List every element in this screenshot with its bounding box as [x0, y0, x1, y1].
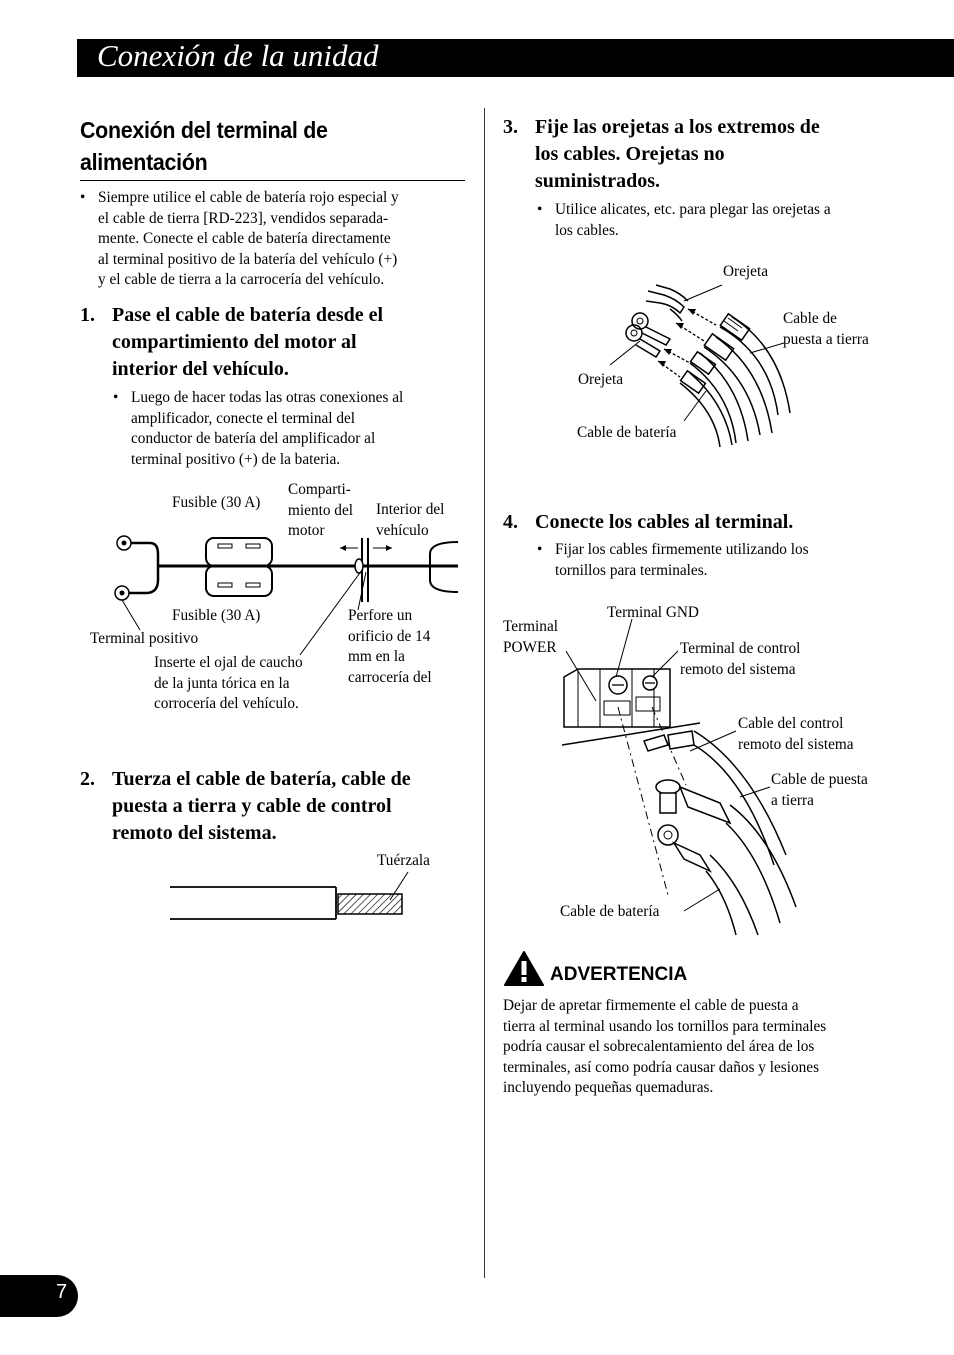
label-line: mm en la	[348, 648, 405, 666]
intro-line: al terminal positivo de la batería del vehículo (+)	[98, 250, 398, 268]
label-line: remoto del sistema	[680, 660, 796, 678]
section-heading	[80, 114, 443, 178]
intro-bullet	[80, 188, 470, 298]
label-line: Terminal de control	[680, 640, 801, 657]
grommet-label	[154, 653, 303, 715]
step-3	[503, 114, 903, 198]
step-4	[503, 509, 903, 539]
warning-body	[503, 996, 898, 1099]
twist-label: Tuérzala	[377, 852, 430, 869]
step-line: los cables. Orejetas no	[535, 143, 725, 165]
label-line: vehículo	[376, 521, 429, 539]
label-line: Cable del control	[738, 715, 844, 732]
fuse-bottom-label: Fusible (30 A)	[172, 607, 261, 624]
bullet-dot: •	[80, 189, 86, 206]
warning-line: Dejar de apretar firmemente el cable de puesta a	[503, 997, 799, 1014]
warning-line: terminales, así como podría causar daños y lesiones	[503, 1058, 820, 1076]
step-line: suministrados.	[535, 170, 661, 192]
fuse-top-label: Fusible (30 A)	[172, 494, 261, 511]
bullet-line: tornillos para terminales.	[555, 561, 708, 579]
terminal-remote-label	[680, 639, 800, 680]
terminal-block-diagram	[560, 655, 800, 935]
label-line: Interior del	[376, 501, 445, 518]
label-line: orificio de 14	[348, 627, 431, 645]
label-line: carrocería del	[348, 668, 432, 686]
step-line: puesta a tierra y cable de control	[112, 795, 392, 817]
warning-line: incluyendo pequeñas quemaduras.	[503, 1079, 714, 1097]
label-line: a tierra	[771, 791, 814, 809]
warning-triangle-icon	[503, 950, 545, 987]
ground-cable-label	[783, 309, 869, 350]
bullet-dot: •	[537, 541, 543, 558]
step-number: 3.	[503, 116, 518, 138]
step-number: 4.	[503, 511, 518, 533]
label-line: miento del	[288, 501, 353, 519]
column-divider	[484, 108, 485, 1278]
bullet-line: Luego de hacer todas las otras conexiones al	[131, 389, 404, 406]
step-line: Tuerza el cable de batería, cable de	[112, 768, 411, 790]
bullet-line: amplificador, conecte el terminal del	[131, 409, 356, 427]
step1-bullet	[113, 388, 473, 472]
label-line: motor	[288, 522, 325, 540]
step-number: 1.	[80, 304, 95, 326]
step-1	[80, 302, 470, 386]
lug-top-label: Orejeta	[723, 263, 769, 280]
lug-left-label: Orejeta	[578, 371, 624, 388]
terminal-gnd-label: Terminal GND	[607, 604, 699, 621]
label-line: Cable de puesta	[771, 771, 868, 788]
bullet-dot: •	[537, 201, 543, 218]
section-heading-line1: Conexión del terminal de	[80, 117, 328, 143]
bullet-line: los cables.	[555, 221, 619, 239]
bullet-dot: •	[113, 389, 119, 406]
label-line: puesta a tierra	[783, 330, 869, 348]
terminal-positive-label: Terminal positivo	[90, 630, 199, 647]
step-line: Fije las orejetas a los extremos de	[535, 116, 820, 138]
label-line: Cable de	[783, 310, 837, 327]
label-line: Comparti-	[288, 481, 351, 498]
label-line: Perfore un	[348, 607, 413, 624]
section-rule	[80, 180, 465, 181]
step-2	[80, 766, 470, 850]
section-heading-line2: alimentación	[80, 149, 208, 175]
page-number-tab	[0, 1275, 78, 1317]
battery-cable-label: Cable de batería	[577, 424, 677, 441]
intro-line: y el cable de tierra a la carrocería del vehículo.	[98, 271, 385, 289]
label-line: de la junta tórica en la	[154, 674, 290, 692]
hole-label	[348, 606, 432, 688]
step4-bullet	[537, 540, 917, 584]
step-line: interior del vehículo.	[112, 358, 289, 380]
step3-bullet	[537, 200, 917, 244]
terminal-power-label	[503, 617, 558, 658]
warning-title: ADVERTENCIA	[550, 964, 688, 985]
step-line: Pase el cable de batería desde el	[112, 304, 384, 326]
engine-label	[288, 480, 353, 542]
label-line: corrocería del vehículo.	[154, 695, 299, 713]
bullet-line: Utilice alicates, etc. para plegar las orejetas a	[555, 201, 831, 218]
label-line: remoto del sistema	[738, 735, 854, 753]
page-title: Conexión de la unidad	[97, 38, 379, 73]
label-line: POWER	[503, 638, 557, 656]
step-line: remoto del sistema.	[112, 822, 277, 844]
page-number: 7	[56, 1281, 68, 1303]
intro-line: Siempre utilice el cable de batería rojo especial y	[98, 189, 399, 206]
label-line: Inserte el ojal de caucho	[154, 654, 303, 671]
step-line: compartimiento del motor al	[112, 331, 357, 353]
intro-line: mente. Conecte el cable de batería directamente	[98, 230, 391, 248]
intro-line: el cable de tierra [RD-223], vendidos separada-	[98, 209, 389, 227]
ground-cable-label-2	[771, 770, 868, 811]
battery-cable-label-2: Cable de batería	[560, 903, 660, 920]
twisted-cable-diagram	[168, 870, 413, 925]
interior-label	[376, 500, 444, 541]
remote-cable-label	[738, 714, 854, 755]
bullet-line: Fijar los cables firmemente utilizando los	[555, 541, 809, 558]
label-line: Terminal	[503, 618, 558, 635]
warning-line: tierra al terminal usando los tornillos para terminales	[503, 1017, 827, 1035]
header-bar	[77, 39, 954, 77]
step-number: 2.	[80, 768, 95, 790]
bullet-line: terminal positivo (+) de la bateria.	[131, 450, 341, 468]
bullet-line: conductor de batería del amplificador al	[131, 430, 376, 448]
warning-line: podría causar el sobrecalentamiento del área de los	[503, 1038, 815, 1056]
step-line: Conecte los cables al terminal.	[535, 511, 794, 533]
